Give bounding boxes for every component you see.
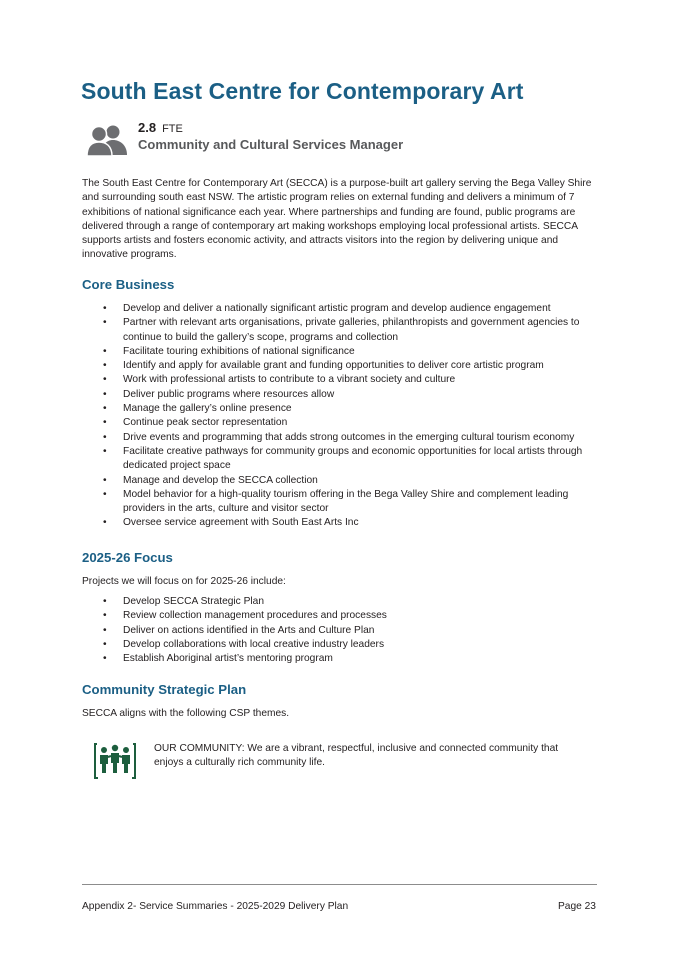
list-item: • Identify and apply for available grant and funding opportunities to deliver core artistic program xyxy=(103,360,544,372)
list-item: • Establish Aboriginal artist’s mentoring program xyxy=(103,653,333,665)
people-icon xyxy=(86,124,128,156)
focus-list xyxy=(82,595,602,666)
list-item: • Oversee service agreement with South East Arts Inc xyxy=(103,517,359,529)
list-item: • Develop collaborations with local creative industry leaders xyxy=(103,638,385,650)
core-business-heading: Core Business xyxy=(82,277,175,292)
focus-intro: Projects we will focus on for 2025-26 include: xyxy=(82,576,286,587)
csp-theme xyxy=(94,742,594,782)
list-item: • Manage the gallery’s online presence xyxy=(103,403,292,415)
fte-value: 2.8 xyxy=(138,120,157,135)
list-item: • Develop SECCA Strategic Plan xyxy=(103,596,264,607)
list-item: • Work with professional artists to contribute to a vibrant society and culture xyxy=(103,374,456,386)
csp-heading: Community Strategic Plan xyxy=(82,682,247,697)
community-group-icon xyxy=(94,742,136,780)
fte-unit: FTE xyxy=(162,123,183,135)
fte-line xyxy=(138,120,183,135)
csp-intro: SECCA aligns with the following CSP themes. xyxy=(82,708,290,719)
list-item: • Facilitate creative pathways for community groups and economic opportunities for local artists through dedicated project space xyxy=(103,445,583,472)
csp-theme-text: OUR COMMUNITY: We are a vibrant, respectful, inclusive and connected community that enjoys a culturally rich community life. xyxy=(154,743,559,769)
list-item: • Continue peak sector representation xyxy=(103,417,288,429)
staffing-block xyxy=(86,120,506,160)
list-item: • Facilitate touring exhibitions of national significance xyxy=(103,345,355,357)
intro-paragraph: The South East Centre for Contemporary Art (SECCA) is a purpose-built art gallery serving the Bega Valley Shire and surrounding south east NSW. The artistic program relies on external funding and delivers a minimum of 7 exhibitions of national significance each year. Where partnerships and funding are found, public programs are delivered through a range of contemporary art making workshops employing local professional artists. SECCA supports artists and fosters economic activity, and attracts visitors into the region by delivering unique and innovative programs. xyxy=(82,178,592,261)
list-item: • Partner with relevant arts organisations, private galleries, philanthropists and government agencies to continue to build the gallery’s scope, programs and collection xyxy=(103,317,580,343)
page-title: South East Centre for Contemporary Art xyxy=(81,78,524,104)
list-item: • Model behavior for a high-quality tourism offering in the Bega Valley Shire and complement leading providers in the arts, culture and visitor sector xyxy=(103,488,569,515)
list-item: • Review collection management procedures and processes xyxy=(103,610,387,622)
list-item: • Deliver public programs where resources allow xyxy=(103,388,335,400)
list-item: • Drive events and programming that adds strong outcomes in the emerging cultural tourism economy xyxy=(103,431,575,443)
role-title: Community and Cultural Services Manager xyxy=(138,137,404,152)
list-item: • Develop and deliver a nationally significant artistic program and develop audience engagement xyxy=(103,303,551,314)
list-item: • Deliver on actions identified in the Arts and Culture Plan xyxy=(103,624,375,636)
list-item: • Manage and develop the SECCA collection xyxy=(103,474,318,486)
footer-divider xyxy=(82,884,597,885)
core-business-list xyxy=(82,302,602,531)
footer-title: Appendix 2- Service Summaries - 2025-2029 Delivery Plan xyxy=(82,901,349,912)
focus-heading: 2025-26 Focus xyxy=(82,550,173,565)
page-number: Page 23 xyxy=(558,901,596,912)
